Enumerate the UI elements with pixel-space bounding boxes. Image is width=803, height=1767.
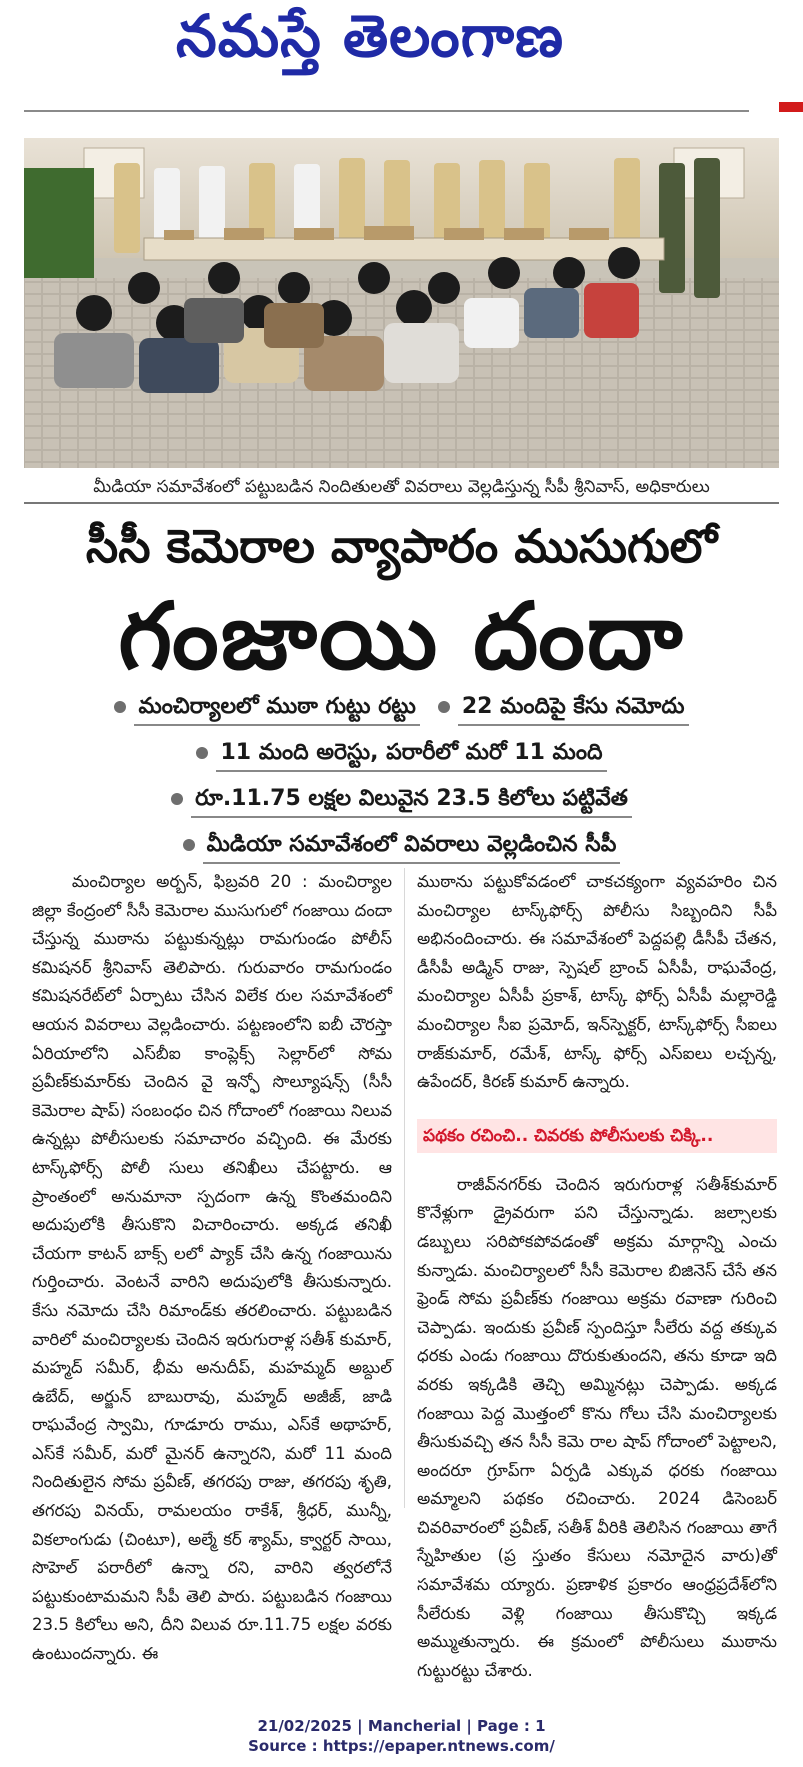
article-subheading: పథకం రచించి.. చివరకు పోలీసులకు చిక్కి.. xyxy=(417,1119,777,1153)
article-column-right xyxy=(417,868,777,1685)
footer-edition-info: 21/02/2025 | Mancherial | Page : 1 xyxy=(257,1717,546,1735)
highlight-row xyxy=(24,782,779,818)
highlight-row xyxy=(24,736,779,772)
article-paragraph: రాజీవ్‌నగర్‌కు చెందిన ఇరుగురాళ్ల సతీశ్‌కుమార్‌ కొనేళ్లుగా డ్రైవరుగా పని చేస్తున్నాడు. జల్సాలకు డబ్బులు సరిపోకపోవడంతో అక్రమ మార్గాన్ని ఎంచు కున్నాడు. మంచిర్యాలలో సీసీ కెమెరాల బిజినెస్‌ చేసే తన ఫ్రెండ్‌ సోమ ప్రవీణ్‌కు గంజాయి అక్రమ రవాణా గురించి చెప్పాడు. ఇందుకు ప్రవీణ్‌ స్పందిస్తూ సీలేరు వద్ద తక్కువ ధరకు ఎండు గంజాయి దొరుకుతుందని, తను కూడా ఇది వరకు ఇక్కడికి తెచ్చి అమ్మినట్లు చెప్పాడు. అక్కడ గంజాయి పెద్ద మొత్తంలో కొను గోలు చేసి మంచిర్యాలకు తీసుకువచ్చి తన సీసీ కెమె రాల షాప్‌ గోదాంలో పెట్టాలని, అందరూ గ్రూప్‌గా ఏర్పడి ఎక్కువ ధరకు గంజాయి అమ్మాలని పథకం రచించారు. 2024 డిసెంబర్‌ చివరివారంలో ప్రవీణ్‌, సతీశ్‌ వీరికి తెలిసిన గంజాయి తాగే స్నేహితుల (ప్ర స్తుతం కేసులు నమోదైన వారు)తో సమావేశమ య్యారు. ప్రణాళిక ప్రకారం ఆంధ్రప్రదేశ్‌లోని సీలేరుకు వెళ్లి గంజాయి తీసుకొచ్చి ఇక్కడ అమ్ముతున్నారు. ఈ క్రమంలో పోలీసులు ముఠాను గుట్టురట్టు చేశారు. xyxy=(417,1174,777,1680)
press-meet-photo-illustration xyxy=(24,138,779,468)
article-column-left xyxy=(32,868,392,1669)
highlight-item: రూ.11.75 లక్షల విలువైన 23.5 కిలోలు పట్టివేత xyxy=(191,782,632,818)
newspaper-logo: నమస్తే తెలంగాణ xyxy=(176,2,564,70)
bullet-dot-icon xyxy=(183,839,195,851)
highlight-item: మంచిర్యాలలో ముఠా గుట్టు రట్టు xyxy=(134,690,419,726)
highlight-item: 11 మంది అరెస్టు, పరారీలో మరో 11 మంది xyxy=(216,736,606,772)
photo-caption: మీడియా సమావేశంలో పట్టుబడిన నిందితులతో వివరాలు వెల్లడిస్తున్న సీపీ శ్రీనివాస్‌, అధికారులు xyxy=(24,472,779,504)
bullet-dot-icon xyxy=(171,793,183,805)
footer-source-link[interactable]: Source : https://epaper.ntnews.com/ xyxy=(248,1737,555,1755)
article-paragraph: మంచిర్యాల అర్బన్‌, ఫిబ్రవరి 20 : మంచిర్యాల జిల్లా కేంద్రంలో సీసీ కెమెరాల ముసుగులో గంజాయి దందా చేస్తున్న ముఠాను పట్టుకున్నట్లు రామగుండం పోలీస్‌ కమిషనర్‌ శ్రీనివాస్‌ తెలిపారు. గురువారం రామగుండం కమిషనరేట్‌లో ఏర్పాటు చేసిన విలేక రుల సమావేశంలో ఆయన వివరాలు వెల్లడించారు. పట్టణంలోని ఐబీ చౌరస్తా ఏరియాలోని ఎస్‌బీఐ కాంప్లెక్స్‌ సెల్లార్‌లో సోమ ప్రవీణ్‌కుమార్‌కు చెందిన వై ఇన్ఫో సొల్యూషన్స్‌ (సీసీ కెమెరాల షాప్‌) సంబంధం చిన గోదాంలో గంజాయి నిలువ ఉన్నట్లు పోలీసులకు సమాచారం వచ్చింది. ఈ మేరకు టాస్క్‌ఫోర్స్‌ పోలీ సులు తనిఖీలు చేపట్టారు. ఆ ప్రాంతంలో అనుమానా స్పదంగా ఉన్న కొంతమందిని అదుపులోకి తీసుకొని విచారించారు. అక్కడ తనిఖీ చేయగా కాటన్‌ బాక్స్‌ లలో ప్యాక్‌ చేసి ఉన్న గంజాయిను గుర్తించారు. వెంటనే వారిని అదుపులోకి తీసుకున్నారు. కేసు నమోదు చేసి రిమాండ్‌కు తరలించారు. పట్టుబడిన వారిలో మంచిర్యాలకు చెందిన ఇరుగురాళ్ల సతీశ్‌ కుమార్‌, మహ్మద్‌ సమీర్‌, భీమ అనుదీప్‌, మహమ్మద్‌ అబ్దుల్‌ ఉబేద్‌, అర్జున్‌ బాబురావు, మహ్మద్‌ అజీజ్‌, జాడి రాఘవేంద్ర స్వామి, గూడూరు రాము, ఎస్‌కే అథాహర్‌, ఎస్‌కే సమీర్‌, మరో మైనర్‌ ఉన్నారని, మరో 11 మంది నిందితులైన సోమ ప్రవీణ్‌, తగరపు రాజు, తగరపు శృతి, తగరపు వినయ్‌, రామలయం రాకేశ్‌, శ్రీధర్‌, మున్నీ, వికలాంగుడు (చింటూ), అల్మే కర్‌ శ్యామ్‌, క్వార్టర్‌ సాయి, సొహెల్‌ పరారీలో ఉన్నా రని, వారిని త్వరలోనే పట్టుకుంటామమని సీపీ తెలి పారు. పట్టుబడిన గంజాయి 23.5 కిలోలు అని, దీని విలువ రూ.11.75 లక్షల వరకు ఉంటుందన్నారు. ఈ xyxy=(32,872,392,1664)
masthead-divider xyxy=(24,110,749,112)
article-paragraph: ముఠాను పట్టుకోవడంలో చాకచక్యంగా వ్యవహరిం చిన మంచిర్యాల టాస్క్‌ఫోర్స్‌ పోలీసు సిబ్బందిని సీపీ అభినందించారు. ఈ సమావేశంలో పెద్దపల్లి డీసీపీ చేతన, డీసీపీ అడ్మిన్‌ రాజు, స్పెషల్‌ బ్రాంచ్‌ ఏసీపీ, రాఘవేంద్ర, మంచిర్యాల ఏసీపీ ప్రకాశ్‌, టాస్క్‌ ఫోర్స్‌ ఏసీపీ మల్లారెడ్డి మంచిర్యాల సీఐ ప్రమోద్‌, ఇన్‌స్పెక్టర్‌, టాస్క్‌ఫోర్స్‌ సీఐలు రాజ్‌కుమార్‌, రమేశ్‌, టాస్క్‌ ఫోర్స్‌ ఎస్‌ఐలు లచ్చన్న, ఉపేందర్‌, కిరణ్‌ కుమార్‌ ఉన్నారు. xyxy=(417,872,777,1092)
column-divider xyxy=(404,868,405,1508)
page-footer xyxy=(0,1716,803,1756)
bullet-dot-icon xyxy=(114,701,126,713)
highlights-list xyxy=(24,690,779,874)
bullet-dot-icon xyxy=(196,747,208,759)
article-body xyxy=(32,868,777,1688)
headline-kicker: సీసీ కెమెరాల వ్యాపారం ముసుగులో xyxy=(85,519,718,573)
highlight-item: 22 మందిపై కేసు నమోదు xyxy=(458,690,689,726)
headline-main: గంజాయి దందా xyxy=(118,583,685,690)
news-photo xyxy=(24,138,779,468)
highlight-row xyxy=(24,828,779,864)
highlight-row xyxy=(24,690,779,726)
masthead xyxy=(0,0,803,110)
masthead-red-marker xyxy=(779,102,803,112)
highlight-item: మీడియా సమావేశంలో వివరాలు వెల్లడించిన సీపీ xyxy=(203,828,621,864)
bullet-dot-icon xyxy=(438,701,450,713)
